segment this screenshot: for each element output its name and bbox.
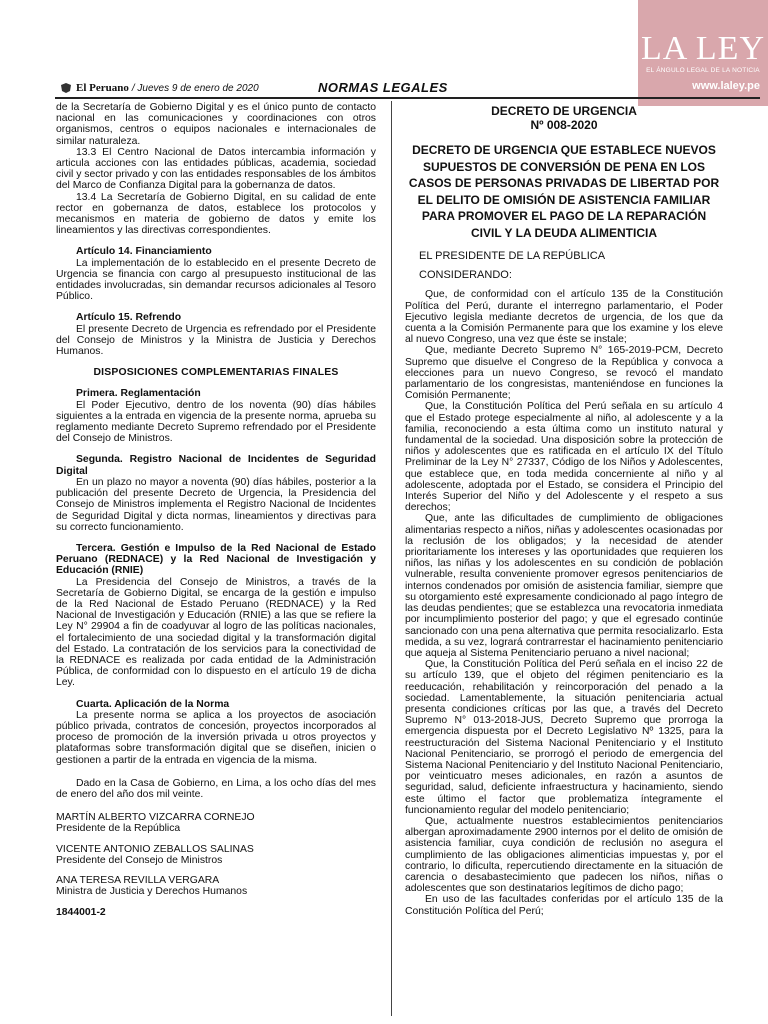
signature-block: [56, 812, 376, 834]
given-statement: Dado en la Casa de Gobierno, en Lima, a los ocho días del mes de enero del año dos mil veinte.: [56, 777, 376, 800]
signatory-name: VICENTE ANTONIO ZEBALLOS SALINAS: [56, 843, 254, 855]
paragraph: Que, de conformidad con el artículo 135 de la Constitución Política del Perú, durante el interregno parlamentario, el Poder Ejecutivo legisla mediante decretos de urgencia, de los que da cuenta a la Comisión Permanente para que los examine y los eleve al nuevo Congreso, una vez que éste se instale;: [405, 289, 723, 346]
paragraph: 13.4 La Secretaría de Gobierno Digital, en su calidad de ente rector en gobernanza de datos, establece los protocolos y mecanismos en materia de gobierno de datos y emite los lineamientos y las directivas correspondientes.: [56, 191, 376, 237]
header-divider: [55, 97, 760, 99]
la-ley-logo: LA LEY: [640, 30, 766, 67]
paragraph: En uso de las facultades conferidas por el artículo 135 de la Constitución Política del Perú;: [405, 894, 723, 917]
decree-number: Nº 008-2020: [530, 118, 598, 132]
paragraph: Que, mediante Decreto Supremo N° 165-2019-PCM, Decreto Supremo que disuelve el Congreso de la República y convoca a elecciones para un nuevo Congreso, se revocó el mandato parlamentario de los congresistas, manteniéndose en funciones la Comisión Permanente;: [405, 345, 723, 402]
la-ley-logo-badge: [638, 0, 768, 106]
paragraph: 13.3 El Centro Nacional de Datos intercambia información y articula acciones con las entidades públicas, academia, sociedad civil y sector privado y con las entidades responsables de los ámbitos del Marco de Confianza Digital para la gobernanza de datos.: [56, 146, 376, 192]
page-header: [60, 78, 650, 98]
article-heading: Artículo 14. Financiamiento: [76, 246, 212, 258]
paragraph: La Presidencia del Consejo de Ministros, a través de la Secretaría de Gobierno Digital, se encarga de la gestión e impulso de la Red Nacional de Estado Peruano (REDNACE) y la Red Nacional de Investigación y Educación (RNIE) a las que se refiere la Ley N° 29904 a fin de coadyuvar al logro de las políticas nacionales, el fortalecimiento de una sociedad digital y la transformación digital del Estado. La contratación de los servicios para la conectividad de la REDNACE es realizada por cada entidad de la Administración Pública, de conformidad con lo dispuesto en el artículo 19 de dicha Ley.: [56, 576, 376, 689]
publication-code: 1844001-2: [56, 907, 106, 919]
url-text[interactable]: www.laley.pe: [692, 80, 760, 92]
decree-title: DECRETO DE URGENCIA: [491, 104, 637, 118]
paragraph: La implementación de lo establecido en el presente Decreto de Urgencia se financia con cargo al presupuesto institucional de las entidades involucradas, sin demandar recursos adicionales al Tesoro Público.: [56, 257, 376, 303]
signatory-role: Presidente de la República: [56, 823, 181, 835]
signature-block: [56, 875, 376, 897]
paragraph: El presente Decreto de Urgencia es refrendado por el Presidente del Consejo de Ministros y la Ministra de Justicia y Derechos Humanos.: [56, 323, 376, 358]
coat-of-arms-icon: [60, 83, 72, 93]
signature-block: [56, 844, 376, 866]
paragraph: El Poder Ejecutivo, dentro de los noventa (90) días hábiles siguientes a la entrada en vigencia de la presente norma, aprueba su reglamento mediante Decreto Supremo refrendado por el Presidente del Consejo de Ministros.: [56, 399, 376, 445]
section-title: NORMAS LEGALES: [318, 80, 448, 95]
paragraph: Que, actualmente nuestros establecimientos penitenciarios albergan aproximadamente 2900 internos por el delito de omisión de asistencia familiar, cuya condición de reclusión no asegura el cumplimiento de las obligaciones alimenticias impuestas y, por el contrario, lo dificulta, repercutiendo directamente en la situación de carencia o desabastecimiento que padecen los niños, niñas o adolescentes que son destinatarios legítimos de dicho pago;: [405, 815, 723, 895]
right-column: [405, 104, 723, 917]
provision-heading: Segunda. Registro Nacional de Incidentes de Seguridad Digital: [56, 454, 376, 477]
provision-heading: Cuarta. Aplicación de la Norma: [76, 698, 230, 710]
paragraph: Que, la Constitución Política del Perú señala en su artículo 4 que el Estado protege especialmente al niño, al adolescente y a la familia, reconociendo a esta última como un instituto natural y fundamental de la sociedad. Una disposición sobre la protección de niños y adolescentes que es ratificada en el artículo IX del Título Preliminar de la Ley N° 27337, Código de los Niños y Adolescentes, que establece que, en toda medida concerniente al niño y al adolescente, adoptada por el Estado, se considera el Principio del Interés Superior del Niño y del Adolescente y el respeto a sus derechos;: [405, 401, 723, 514]
paragraph: En un plazo no mayor a noventa (90) días hábiles, posterior a la publicación del presente Decreto de Urgencia, la Presidencia del Consejo de Ministros implementa el Registro Nacional de Incidentes de Seguridad Digital y dicta normas, lineamientos y directivas para su correcto funcionamiento.: [56, 476, 376, 533]
signatory-role: Presidente del Consejo de Ministros: [56, 854, 223, 866]
issuer-line: EL PRESIDENTE DE LA REPÚBLICA: [419, 250, 606, 262]
paragraph: Que, ante las dificultades de cumplimiento de obligaciones alimentarias respecto a niños, niñas y adolescentes ocasionadas por la reclusión de los obligados; y la necesidad de atender prioritariamente los intereses y las oportunidades que requieren los niños, las niñas y los adolescentes en su condición de población vulnerable, resulta conveniente promover egresos penitenciarios de internos condenados por omisión de asistencia familiar, siempre que su otorgamiento esté expresamente condicionado al pago íntegro de las deudas pendientes; que se establezca una revocatoria inmediata por incumplimiento posterior del pago; y que el egresado continúe sancionado con una pena alternativa que permita resocializarlo. Esta medida, a su vez, logrará contrarrestar el hacinamiento penitenciario que aqueja al Sistema Penitenciario peruano a nivel nacional;: [405, 513, 723, 659]
section-heading: DISPOSICIONES COMPLEMENTARIAS FINALES: [93, 367, 339, 379]
signatory-name: MARTÍN ALBERTO VIZCARRA CORNEJO: [56, 812, 255, 824]
provision-heading: Tercera. Gestión e Impulso de la Red Nacional de Estado Peruano (REDNACE) y la Red Nacional de Investigación y Educación (RNIE): [56, 542, 376, 577]
article-heading: Artículo 15. Refrendo: [76, 312, 182, 324]
provision-heading: Primera. Reglamentación: [76, 388, 201, 400]
left-column: [56, 102, 376, 919]
paragraph: Que, la Constitución Política del Perú señala en el inciso 22 de su artículo 139, que el objeto del régimen penitenciario es la reeducación, rehabilitación y reincorporación del penado a la sociedad. Lamentablemente, la situación penitenciaria actual presenta condiciones críticas por las que, a través del Decreto Supremo N° 013-2018-JUS, Decreto Supremo que prorroga la emergencia dispuesta por el Decreto Legislativo Nº 1325, para la reestructuración del Sistema Nacional Penitenciario y el Instituto Nacional Penitenciario, se prorrogó el periodo de emergencia del Sistema Nacional Penitenciario y del Instituto Nacional Penitenciario, por veinticuatro meses adicionales, en razón a asuntos de seguridad, salud, deficiente infraestructura y hacinamiento, siendo este último el factor que problematiza íntegramente el funcionamiento regular del modelo penitenciario;: [405, 659, 723, 816]
la-ley-url[interactable]: [692, 80, 760, 92]
signatory-role: Ministra de Justicia y Derechos Humanos: [56, 886, 248, 898]
issue-date: / Jueves 9 de enero de 2020: [131, 82, 259, 94]
la-ley-tagline: EL ÁNGULO LEGAL DE LA NOTICIA: [646, 67, 760, 74]
paragraph: La presente norma se aplica a los proyectos de asociación público privada, contratos de concesión, proyectos incorporados al proceso de promoción de la inversión privada u otros proyectos y plataformas sobre transformación digital que se diseñen, inicien o gestionen a partir de la entrada en vigencia de la misma.: [56, 709, 376, 766]
column-divider: [391, 101, 392, 1016]
newspaper-name: El Peruano: [76, 82, 129, 94]
decree-subtitle: DECRETO DE URGENCIA QUE ESTABLECE NUEVOS SUPUESTOS DE CONVERSIÓN DE PENA EN LOS CASOS DE PERSONAS PRIVADAS DE LIBERTAD POR EL DELITO DE OMISIÓN DE ASISTENCIA FAMILIAR PARA PROMOVER EL PAGO DE LA REPARACIÓN CIVIL Y LA DEUDA ALIMENTICIA: [408, 143, 720, 240]
considerando-heading: CONSIDERANDO:: [419, 269, 512, 282]
signatory-name: ANA TERESA REVILLA VERGARA: [56, 874, 220, 886]
paragraph: de la Secretaría de Gobierno Digital y es el único punto de contacto nacional en las comunicaciones y coordinaciones con otros organismos, centros o equipos nacionales e internacionales de similar naturaleza.: [56, 102, 376, 147]
